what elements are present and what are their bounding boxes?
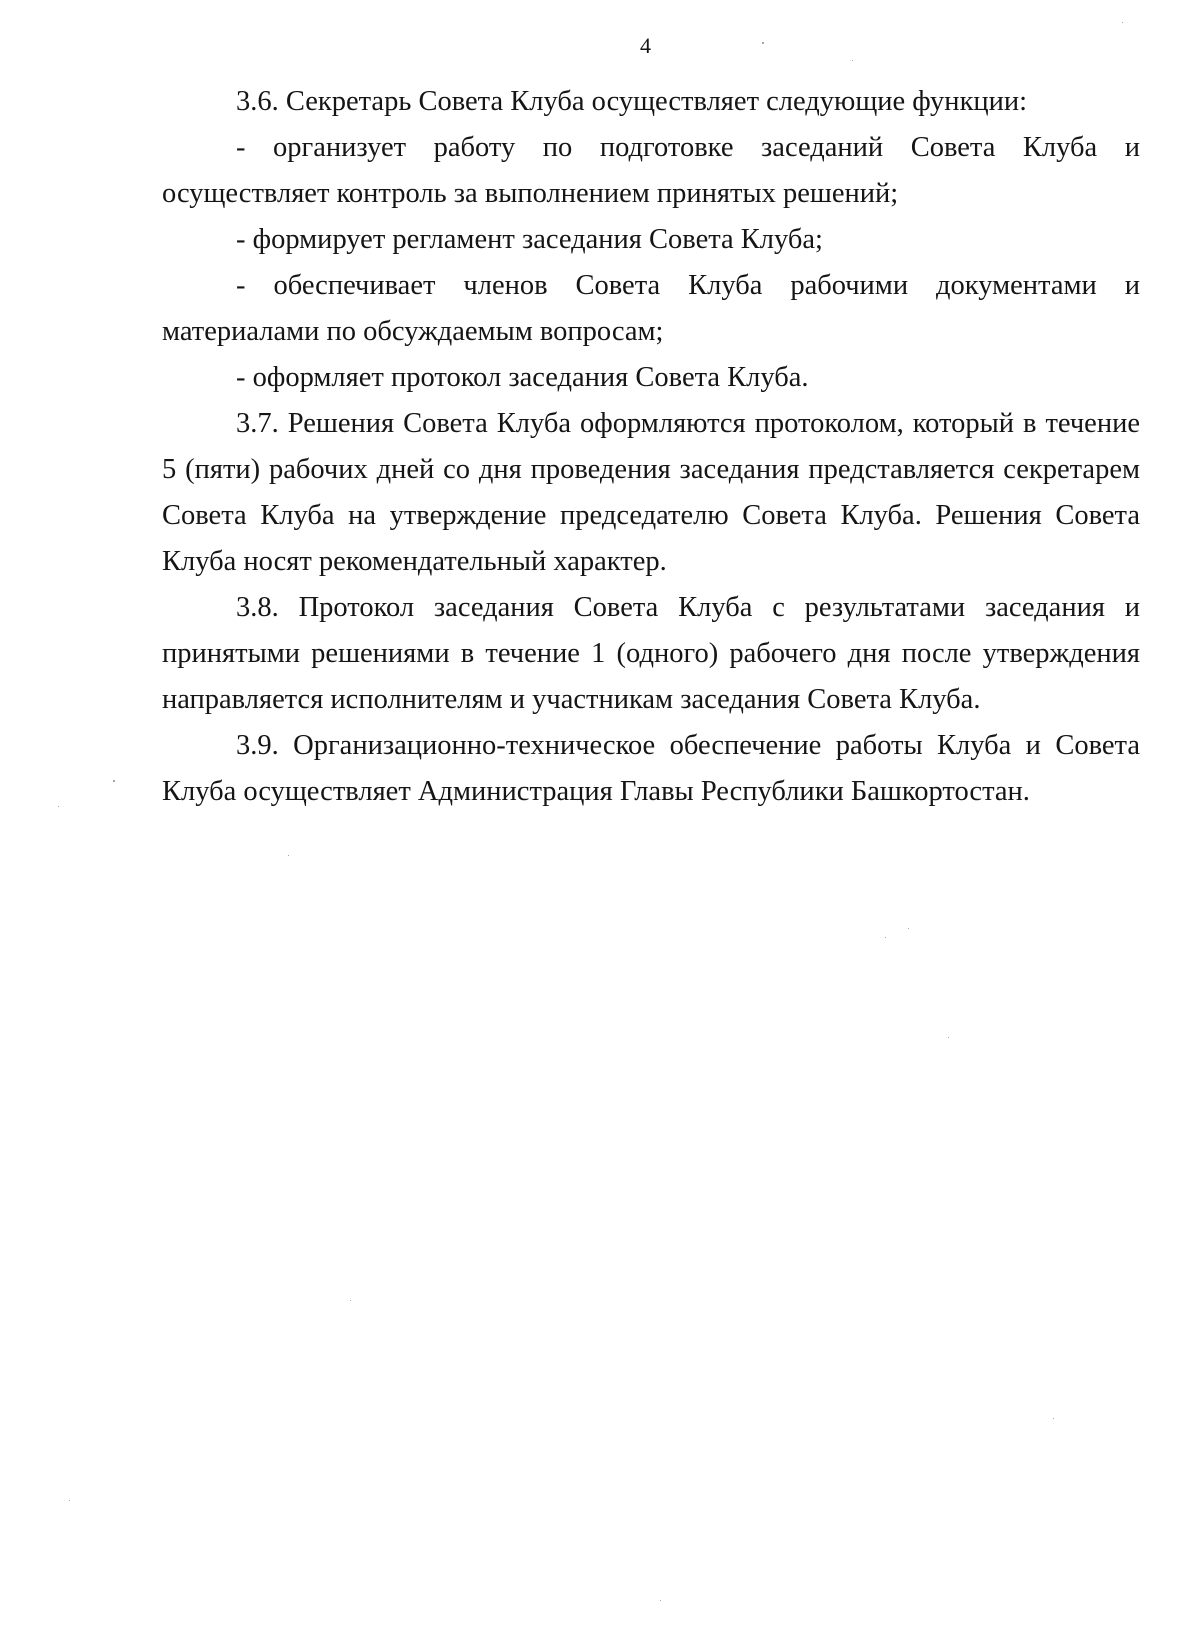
list-item-draw-up-protocol: - оформляет протокол заседания Совета Клуба. — [236, 362, 809, 393]
scan-speck — [58, 806, 59, 807]
list-item-provide-documents: - обеспечивает членов Совета Клуба рабочими документами и материалами по обсуждаемым вопросам; — [162, 270, 1140, 347]
scan-speck — [908, 928, 909, 929]
paragraph-3-8: 3.8. Протокол заседания Совета Клуба с результатами заседания и принятыми решениями в течение 1 (одного) рабочего дня после утверждения направляется исполнителям и участникам заседания Совета Клуба. — [162, 592, 1140, 715]
paragraph-3-6: 3.6. Секретарь Совета Клуба осуществляет следующие функции: — [236, 86, 1028, 117]
scan-speck — [852, 60, 853, 61]
scan-speck — [660, 1600, 661, 1601]
scan-speck — [113, 780, 115, 782]
page-number: 4 — [640, 33, 651, 58]
paragraph-3-9: 3.9. Организационно-техническое обеспечение работы Клуба и Совета Клуба осуществляет Администрация Главы Республики Башкортостан. — [162, 730, 1140, 807]
scan-speck — [350, 1300, 351, 1301]
scan-speck — [1122, 22, 1123, 23]
list-item-organize-work: - организует работу по подготовке заседаний Совета Клуба и осуществляет контроль за выполнением принятых решений; — [162, 132, 1140, 209]
scan-speck — [1053, 1418, 1054, 1419]
list-item-form-regulations: - формирует регламент заседания Совета Клуба; — [236, 224, 823, 255]
document-body — [162, 79, 1140, 815]
scan-speck — [885, 937, 886, 938]
scan-speck — [69, 1500, 70, 1501]
scan-speck — [762, 42, 764, 44]
paragraph-3-7: 3.7. Решения Совета Клуба оформляются протоколом, который в течение 5 (пяти) рабочих дней со дня проведения заседания представляется секретарем Совета Клуба на утверждение председателю Совета Клуба. Решения Совета Клуба носят рекомендательный характер. — [162, 408, 1140, 577]
scan-speck — [288, 855, 289, 856]
scan-speck — [948, 1037, 949, 1038]
